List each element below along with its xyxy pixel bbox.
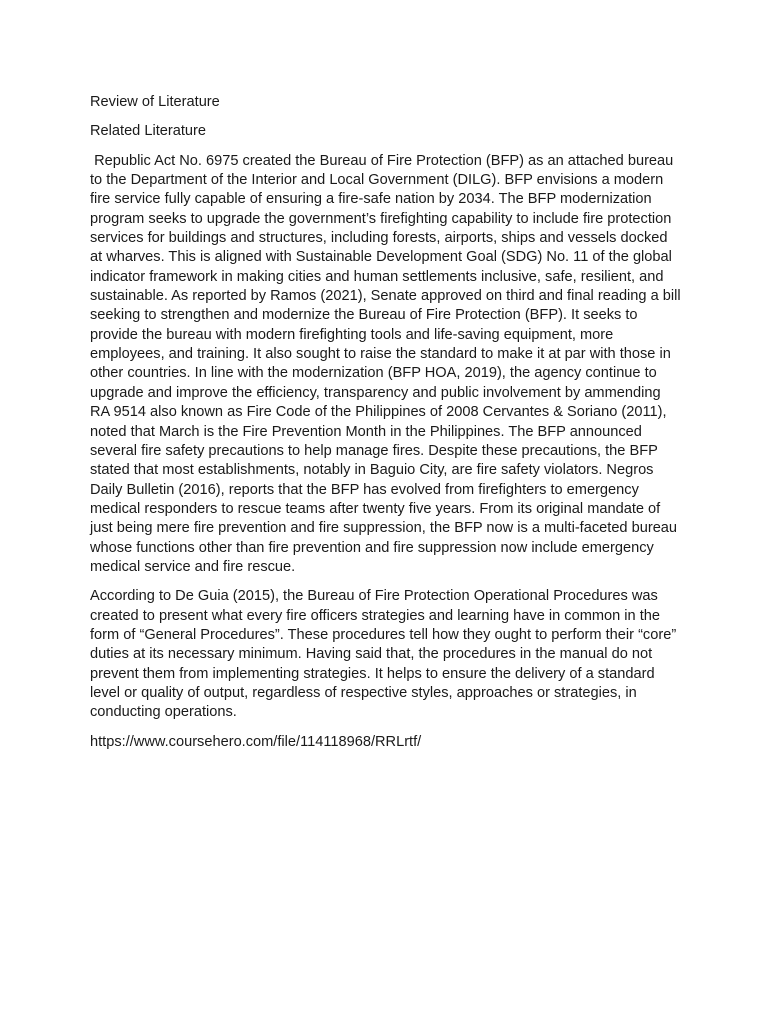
document-heading: Review of Literature [90,94,220,110]
paragraph-2: According to De Guia (2015), the Bureau of Fire Protection Operational Procedures was created to present what every fire officers strategies and learning have in common in the form of “General Procedures”. These procedures tell how they ought to perform their “core” duties at its necessary minimum. Having said that, the procedures in the manual do not prevent them from implementing strategies. It helps to ensure the delivery of a standard level or quality of output, regardless of respective styles, approaches or strategies, in conducting operations. [90,588,681,721]
paragraph-1: Republic Act No. 6975 created the Bureau of Fire Protection (BFP) as an attached bureau to the Department of the Interior and Local Government (DILG). BFP envisions a modern fire service fully capable of ensuring a fire-safe nation by 2034. The BFP modernization program seeks to upgrade the government’s firefighting capability to include fire protection services for buildings and structures, including forests, airports, ships and vessels docked at wharves. This is aligned with Sustainable Development Goal (SDG) No. 11 of the global indicator framework in making cities and human settlements inclusive, safe, resilient, and sustainable. As reported by Ramos (2021), Senate approved on third and final reading a bill seeking to strengthen and modernize the Bureau of Fire Protection (BFP). It seeks to provide the bureau with modern firefighting tools and life-saving equipment, more employees, and training. It also sought to raise the standard to make it at par with those in other countries. In line with the modernization (BFP HOA, 2019), the agency continue to upgrade and improve the efficiency, transparency and public involvement by ammending RA 9514 also known as Fire Code of the Philippines of 2008 Cervantes & Soriano (2011), noted that March is the Fire Prevention Month in the Philippines. The BFP announced several fire safety precautions to help manage fires. Despite these precautions, the BFP stated that most establishments, notably in Baguio City, are fire safety violators. Negros Daily Bulletin (2016), reports that the BFP has evolved from firefighters to emergency medical responders to rescue teams after twenty five years. From its original mandate of just being mere fire prevention and fire suppression, the BFP now is a multi-faceted bureau whose functions other than fire prevention and fire suppression now include emergency medical service and fire rescue. [90,152,685,575]
document-subheading: Related Literature [90,123,207,140]
source-url: https://www.coursehero.com/file/114118968/RRLrtf/ [90,733,422,750]
document-body [90,93,685,762]
